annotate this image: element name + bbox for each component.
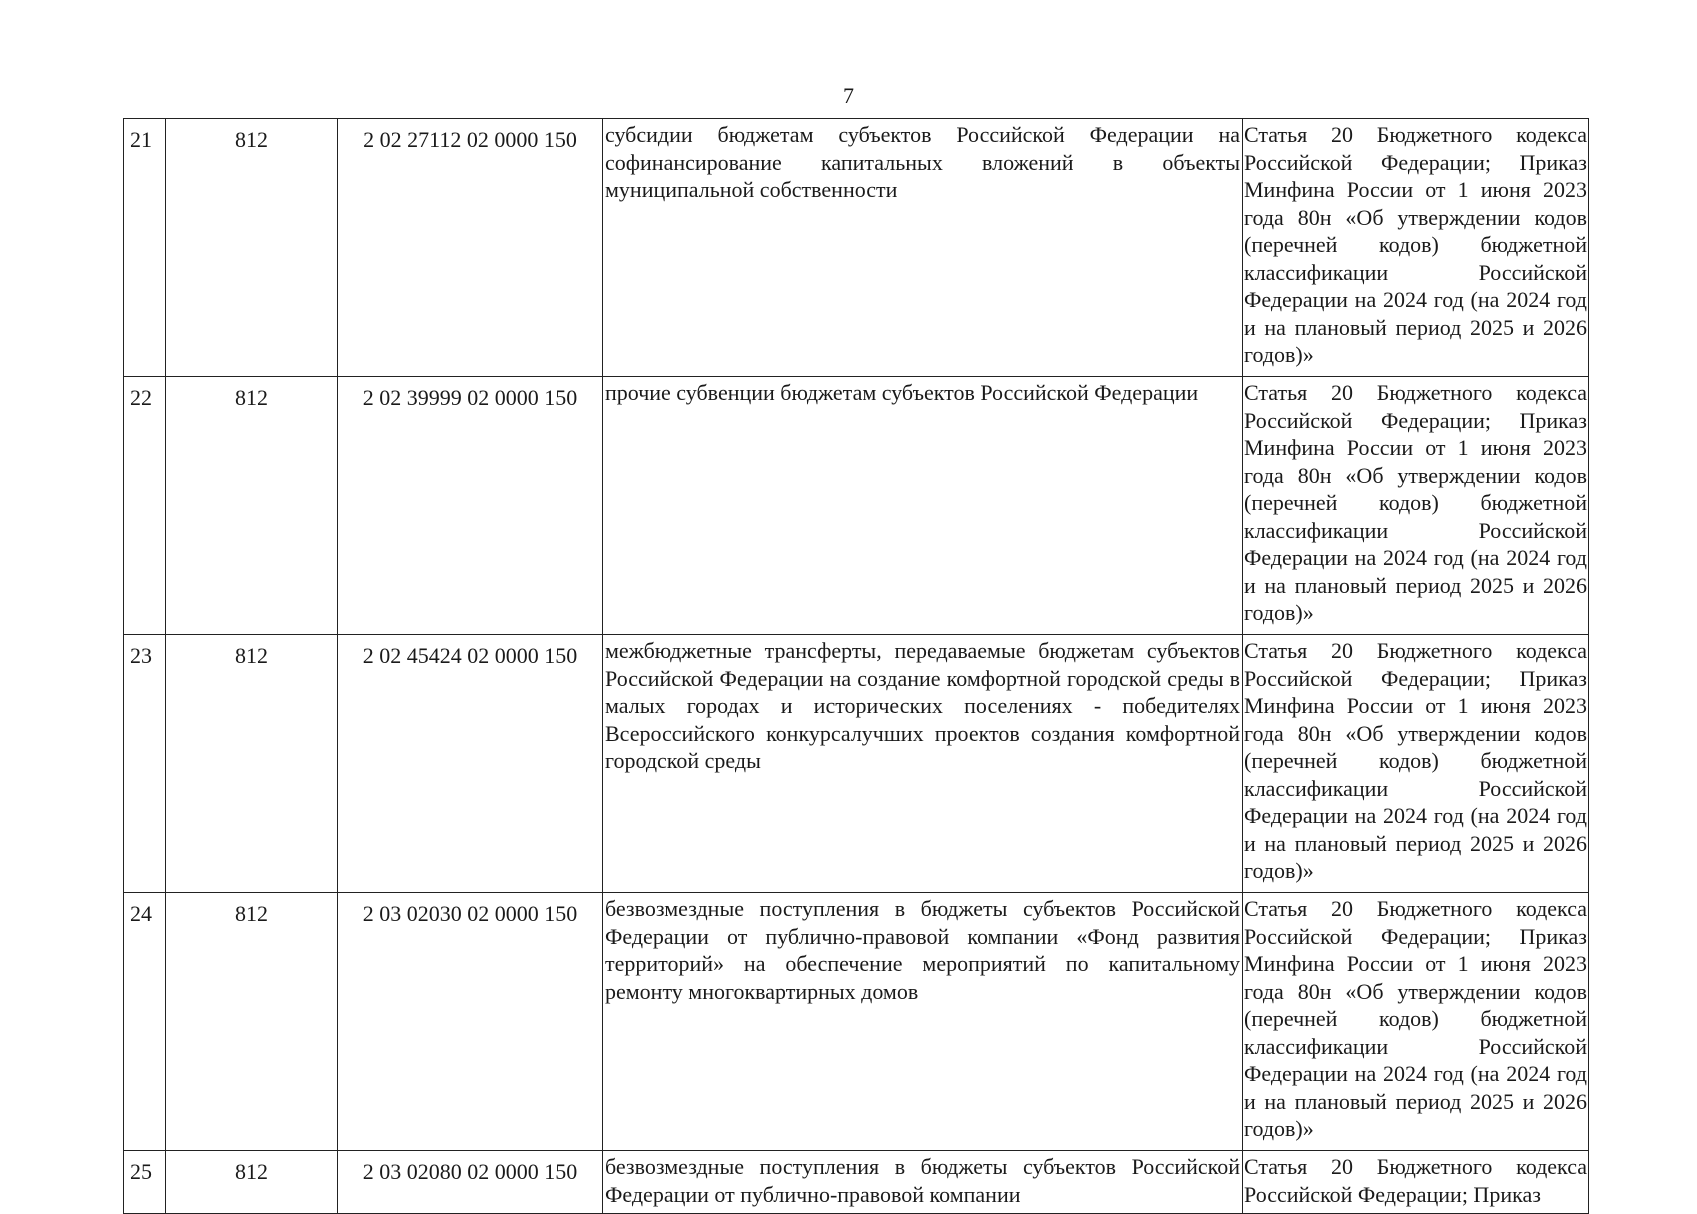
budget-codes-table bbox=[123, 118, 1589, 1214]
page-number: 7 bbox=[843, 83, 854, 108]
table-row bbox=[124, 635, 1589, 893]
table-row bbox=[124, 1151, 1589, 1214]
admin-code: 812 bbox=[166, 119, 338, 377]
row-number: 22 bbox=[124, 377, 166, 635]
revenue-description: субсидии бюджетам субъектов Российской Федерации на софинансирование капитальных вложений в объекты муниципальной собственности bbox=[603, 119, 1243, 377]
row-number: 23 bbox=[124, 635, 166, 893]
legal-basis: Статья 20 Бюджетного кодекса Российской Федерации; Приказ Минфина России от 1 июня 2023 года 80н «Об утверждении кодов (перечней кодов) бюджетной классификации Российской Федерации на 2024 год (на 2024 год и на плановый период 2025 и 2026 годов)» bbox=[1243, 119, 1589, 377]
revenue-description: безвозмездные поступления в бюджеты субъектов Российской Федерации от публично-правовой компании «Фонд развития территорий» на обеспечение мероприятий по капитальному ремонту многоквартирных домов bbox=[603, 893, 1243, 1151]
row-number: 21 bbox=[124, 119, 166, 377]
budget-code: 2 02 39999 02 0000 150 bbox=[338, 377, 603, 635]
legal-basis: Статья 20 Бюджетного кодекса Российской Федерации; Приказ Минфина России от 1 июня 2023 года 80н «Об утверждении кодов (перечней кодов) бюджетной классификации Российской Федерации на 2024 год (на 2024 год и на плановый период 2025 и 2026 годов)» bbox=[1243, 377, 1589, 635]
table-row bbox=[124, 893, 1589, 1151]
admin-code: 812 bbox=[166, 893, 338, 1151]
budget-code: 2 03 02030 02 0000 150 bbox=[338, 893, 603, 1151]
legal-basis: Статья 20 Бюджетного кодекса Российской Федерации; Приказ Минфина России от 1 июня 2023 года 80н «Об утверждении кодов (перечней кодов) бюджетной классификации Российской Федерации на 2024 год (на 2024 год и на плановый период 2025 и 2026 годов)» bbox=[1243, 635, 1589, 893]
admin-code: 812 bbox=[166, 377, 338, 635]
table-row bbox=[124, 119, 1589, 377]
revenue-description: безвозмездные поступления в бюджеты субъектов Российской Федерации от публично-правовой компании bbox=[603, 1151, 1243, 1214]
revenue-description: прочие субвенции бюджетам субъектов Российской Федерации bbox=[603, 377, 1243, 635]
legal-basis: Статья 20 Бюджетного кодекса Российской Федерации; Приказ bbox=[1243, 1151, 1589, 1214]
budget-code: 2 02 27112 02 0000 150 bbox=[338, 119, 603, 377]
legal-basis: Статья 20 Бюджетного кодекса Российской Федерации; Приказ Минфина России от 1 июня 2023 года 80н «Об утверждении кодов (перечней кодов) бюджетной классификации Российской Федерации на 2024 год (на 2024 год и на плановый период 2025 и 2026 годов)» bbox=[1243, 893, 1589, 1151]
revenue-description: межбюджетные трансферты, передаваемые бюджетам субъектов Российской Федерации на создание комфортной городской среды в малых городах и исторических поселениях - победителях Всероссийского конкурсалучших проектов создания комфортной городской среды bbox=[603, 635, 1243, 893]
admin-code: 812 bbox=[166, 635, 338, 893]
row-number: 25 bbox=[124, 1151, 166, 1214]
admin-code: 812 bbox=[166, 1151, 338, 1214]
table-row bbox=[124, 377, 1589, 635]
row-number: 24 bbox=[124, 893, 166, 1151]
budget-code: 2 03 02080 02 0000 150 bbox=[338, 1151, 603, 1214]
budget-code: 2 02 45424 02 0000 150 bbox=[338, 635, 603, 893]
